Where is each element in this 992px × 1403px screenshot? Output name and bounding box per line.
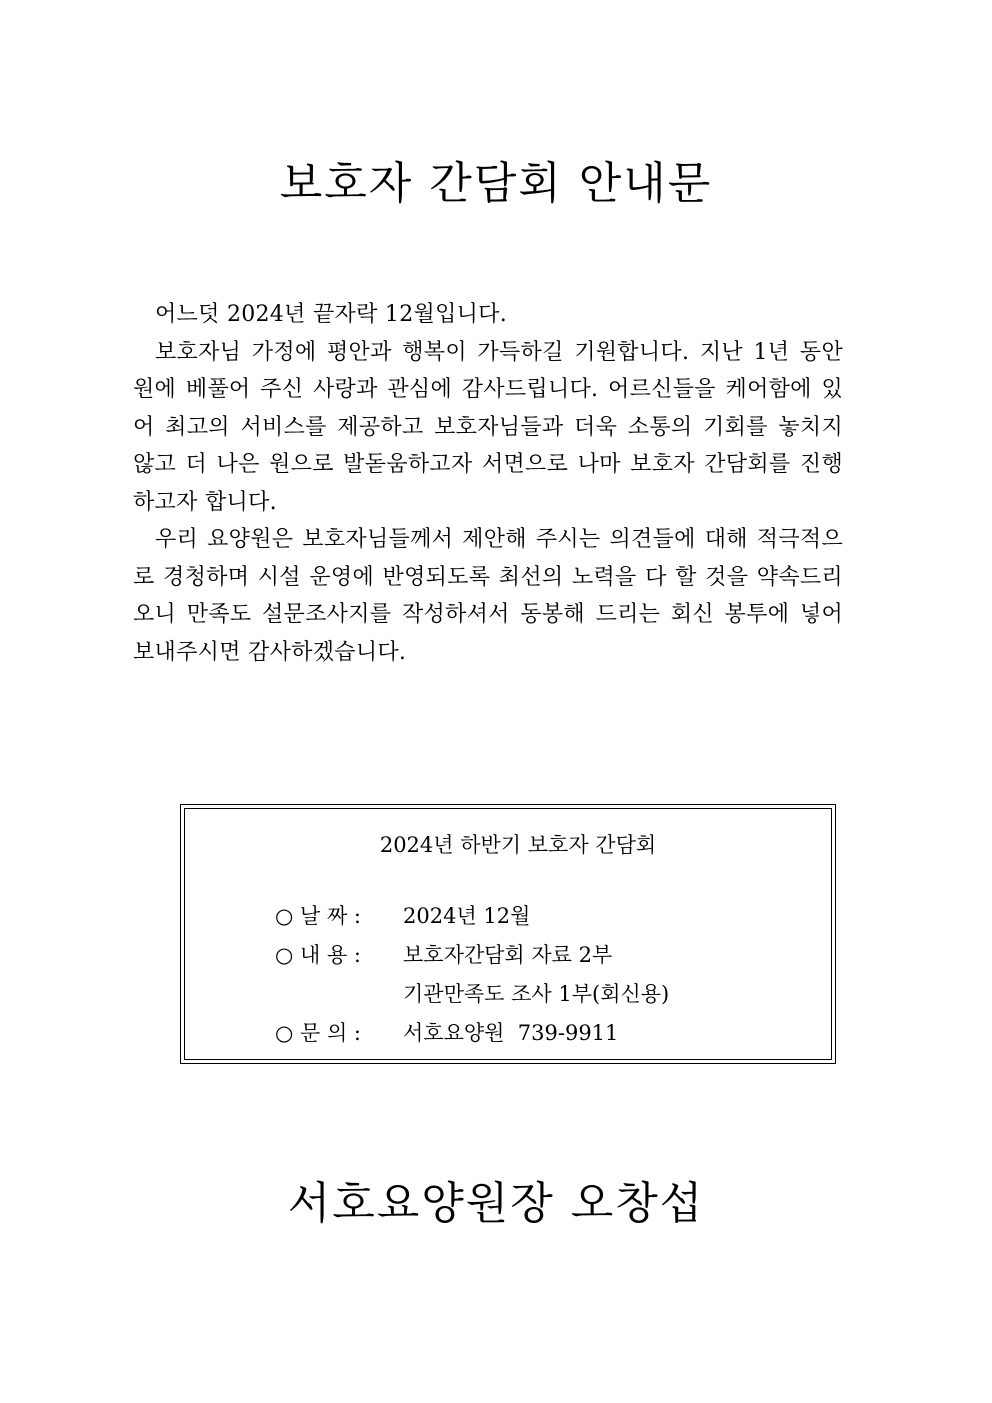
date-value: 2024년 12월 xyxy=(403,904,531,928)
info-row-content-cont xyxy=(275,975,669,1014)
info-box xyxy=(180,804,836,1064)
info-row-inquiry xyxy=(275,1014,669,1053)
paragraph-intro: 어느덧 2024년 끝자락 12월입니다. xyxy=(155,302,508,327)
info-box-rows xyxy=(275,897,669,1053)
content-value-1: 보호자간담회 자료 2부 xyxy=(403,943,613,967)
document-title: 보호자 간담회 안내문 xyxy=(279,158,713,209)
content-value-2: 기관만족도 조사 1부(회신용) xyxy=(403,982,670,1006)
paragraph-request: 우리 요양원은 보호자님들께서 제안해 주시는 의견들에 대해 적극적으로 경청하며 시설 운영에 반영되도록 최선의 노력을 다 할 것을 약속드리오니 만족도 설문조사지를 작성하셔서 동봉해 드리는 회신 봉투에 넣어 보내주시면 감사하겠습니다. xyxy=(133,527,843,665)
signature: 서호요양원장 오창섭 xyxy=(287,1178,705,1229)
inquiry-value: 서호요양원 739-9911 xyxy=(403,1021,619,1045)
info-box-inner xyxy=(184,808,832,1060)
date-label: ○ 날 짜 : xyxy=(275,904,361,928)
info-row-content xyxy=(275,936,669,975)
content-label: ○ 내 용 : xyxy=(275,943,361,967)
info-row-date xyxy=(275,897,669,936)
inquiry-label: ○ 문 의 : xyxy=(275,1021,361,1045)
paragraph-greeting: 보호자님 가정에 평안과 행복이 가득하길 기원합니다. 지난 1년 동안 원에 베풀어 주신 사랑과 관심에 감사드립니다. 어르신들을 케어함에 있어 최고의 서비스를 제공하고 보호자님들과 더욱 소통의 기회를 놓치지 않고 더 나은 원으로 발돋움하고자 서면으로 나마 보호자 간담회를 진행하고자 합니다. xyxy=(133,339,843,515)
info-box-heading: 2024년 하반기 보호자 간담회 xyxy=(379,833,657,857)
body-text xyxy=(133,296,843,671)
